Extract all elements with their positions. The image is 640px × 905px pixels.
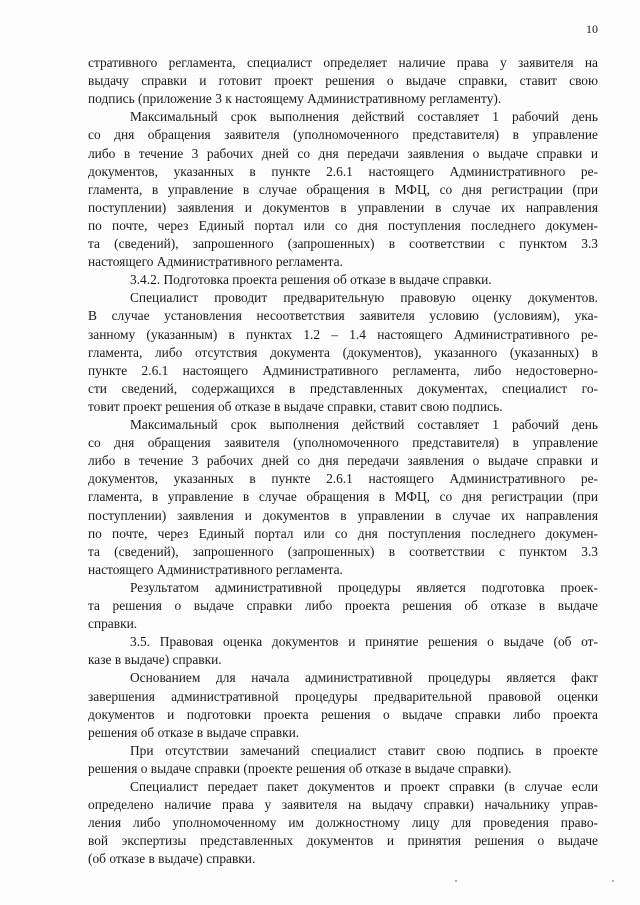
text-line: либо в течение 3 рабочих дней со дня передачи заявления о выдаче справки и (88, 145, 598, 161)
text-line: решения о выдаче справки (проекте решения об отказе в выдаче справки). (88, 760, 512, 776)
text-line: настоящего Административного регламента. (88, 561, 343, 577)
text-line: гламента, либо отсутствия документа (документов), указанного (указанных) в (88, 344, 598, 360)
text-line: либо в течение 3 рабочих дней со дня передачи заявления о выдаче справки и (88, 453, 598, 469)
text-line: 3.5. Правовая оценка документов и принятие решения о выдаче (об от- (130, 634, 598, 650)
text-line: настоящего Административного регламента. (88, 254, 343, 270)
text-line: вой экспертизы представленных документов и принятия решения о выдаче (88, 833, 598, 849)
text-line: Специалист проводит предварительную правовую оценку документов. (130, 290, 598, 306)
text-line: (об отказе в выдаче) справки. (88, 851, 256, 867)
text-line: справки. (88, 616, 138, 632)
text-line: со дня обращения заявителя (уполномоченного представителя) в управление (88, 435, 598, 451)
text-line: товит проект решения об отказе в выдаче справки, ставит свою подпись. (88, 398, 503, 414)
text-line: Специалист передает пакет документов и проект справки (в случае если (130, 779, 598, 794)
scan-speck (612, 880, 614, 882)
page-number: 10 (586, 22, 598, 36)
text-line: документов, указанных в пункте 2.6.1 настоящего Административного ре- (88, 163, 598, 179)
text-line: Результатом административной процедуры является подготовка проек- (130, 579, 598, 595)
text-line: 3.4.2. Подготовка проекта решения об отказе в выдаче справки. (130, 272, 492, 288)
text-line: поступлении) заявления и документов в управлении в случае их направления (88, 507, 598, 523)
text-line: При отсутствии замечаний специалист ставит свою подпись в проекте (130, 742, 598, 758)
text-line: документов и подготовки проекта решения о выдаче справки либо проекта (88, 706, 598, 722)
text-line: подпись (приложение 3 к настоящему Административному регламенту). (88, 91, 502, 107)
text-line: со дня обращения заявителя (уполномоченного представителя) в управление (88, 127, 598, 143)
text-line: пункте 2.6.1 настоящего Административного регламента, либо недостоверно- (88, 362, 598, 378)
text-line: сти сведений, содержащихся в представленных документах, специалист го- (88, 380, 598, 396)
text-line: Максимальный срок выполнения действий составляет 1 рабочий день (130, 417, 598, 432)
text-line: занному (указанным) в пунктах 1.2 – 1.4 настоящего Административного ре- (88, 326, 598, 342)
text-line: документов, указанных в пункте 2.6.1 настоящего Административного ре- (88, 471, 598, 487)
text-line: гламента, в управление в случае обращения в МФЦ, со дня регистрации (при (88, 489, 598, 505)
text-line: гламента, в управление в случае обращения в МФЦ, со дня регистрации (при (88, 181, 598, 197)
text-line: поступлении) заявления и документов в управлении в случае их направления (88, 199, 598, 215)
text-line: Максимальный срок выполнения действий составляет 1 рабочий день (130, 109, 598, 125)
text-line: та решения о выдаче справки либо проекта решения об отказе в выдаче (88, 598, 598, 613)
text-line: по почте, через Единый портал или со дня поступления последнего докумен- (88, 217, 598, 233)
text-line: В случае установления несоответствия заявителя условию (условиям), ука- (88, 308, 598, 324)
text-line: Основанием для начала административной процедуры является факт (130, 670, 598, 686)
text-line: решения об отказе в выдаче справки. (88, 724, 300, 740)
text-line: ления либо уполномоченному им должностному лицу для проведения право- (88, 815, 598, 831)
text-line: определено наличие права у заявителя на выдачу справки) начальнику управ- (88, 797, 598, 813)
text-line: стративного регламента, специалист определяет наличие права у заявителя на (88, 55, 598, 70)
text-line: выдачу справки и готовит проект решения о выдаче справки, ставит свою (88, 73, 598, 89)
text-line: по почте, через Единый портал или со дня поступления последнего докумен- (88, 525, 598, 541)
text-line: та (сведений), запрошенного (запрошенных) в соответствии с пунктом 3.3 (88, 543, 598, 559)
scan-speck (455, 880, 457, 882)
text-line: та (сведений), запрошенного (запрошенных) в соответствии с пунктом 3.3 (88, 236, 598, 251)
text-line: завершения административной процедуры предварительной правовой оценки (88, 688, 598, 704)
text-line: казе в выдаче) справки. (88, 652, 222, 668)
